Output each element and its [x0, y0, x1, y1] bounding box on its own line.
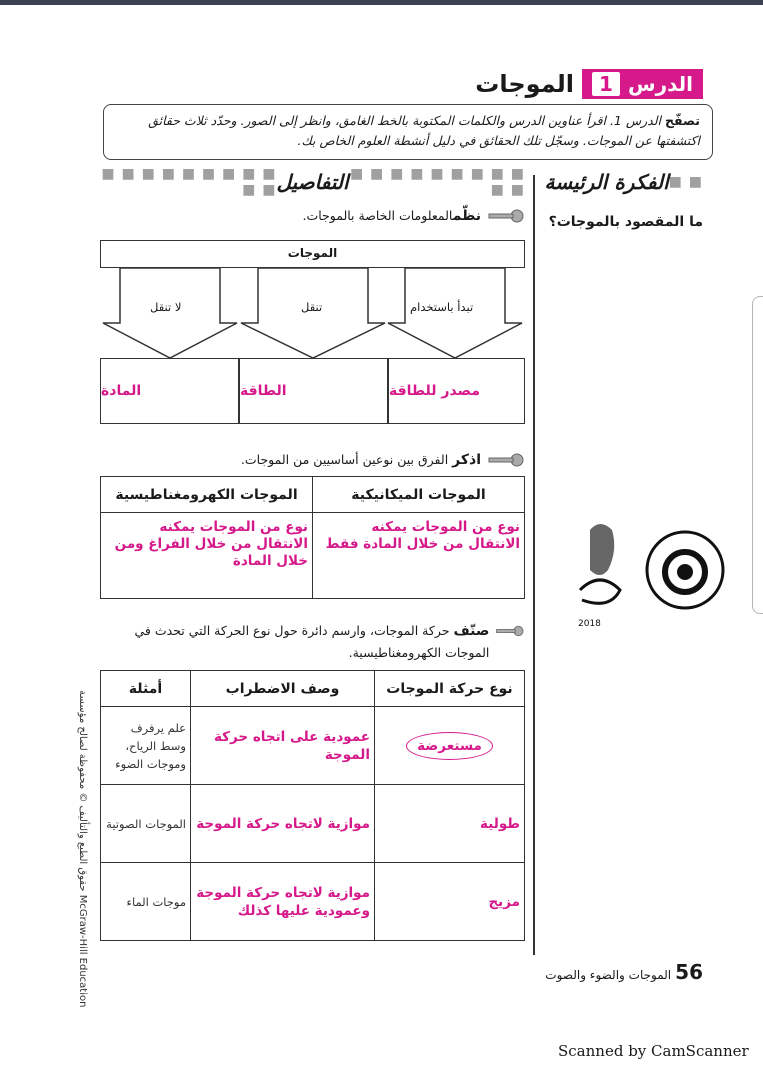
- top-rule: [0, 0, 763, 5]
- motion-type-cell: مزيج: [375, 863, 525, 941]
- heading-dashes: ■ ■ ■ ■ ■ ■ ■ ■ ■ ■ ■: [101, 166, 277, 198]
- margin-bracket: [752, 296, 763, 614]
- heading-dashes: ■ ■: [668, 174, 703, 190]
- disturbance-cell: عمودية على اتجاه حركة الموجة: [191, 707, 375, 785]
- instructions-text: الدرس 1. اقرأ عناوين الدرس والكلمات المكتوبة بالخط الغامق، وانظر إلى الصور. وحدّد ثلاث حقائق اكتشفتها عن الموجات. وسجّل تلك الحقائق في دليل أنشطة العلوم الخاص بك.: [148, 113, 700, 148]
- answer-box: [239, 358, 388, 424]
- example-cell: علم يرفرف وسط الرياح، وموجات الضوء: [101, 707, 191, 785]
- compare-prompt: [241, 452, 525, 468]
- circled-answer: مستعرضة: [406, 732, 493, 760]
- lesson-title: [475, 64, 703, 104]
- table-row: [101, 785, 525, 863]
- key-icon: [495, 623, 525, 639]
- compare-text: الفرق بين نوعين أساسيين من الموجات.: [240, 452, 449, 467]
- page-number: 56: [675, 960, 703, 984]
- lesson-name: الموجات: [475, 70, 575, 98]
- details-heading: [100, 168, 525, 196]
- header-electromagnetic: الموجات الكهرومغناطيسية: [101, 477, 313, 513]
- table-row: [101, 707, 525, 785]
- side-copyright: [74, 690, 94, 1008]
- answer-energy-source: مصدر للطاقة: [389, 383, 481, 399]
- footer-text: الموجات والضوء والصوت: [545, 968, 672, 982]
- organize-prompt: [302, 208, 525, 224]
- table-row: [101, 513, 525, 599]
- details-heading-text: التفاصيل: [276, 170, 349, 194]
- stamp-year: 2018: [578, 619, 601, 629]
- answer-box: [388, 358, 525, 424]
- header-mechanical: الموجات الميكانيكية: [313, 477, 525, 513]
- main-idea-question: ما المقصود بالموجات؟: [548, 214, 703, 230]
- instructions-box: [103, 104, 713, 160]
- disturbance-cell: موازية لاتجاه حركة الموجة وعمودية عليها كذلك: [191, 863, 375, 941]
- classify-prompt: [100, 620, 525, 664]
- disturbance-cell: موازية لاتجاه حركة الموجة: [191, 785, 375, 863]
- arrow-label-starts: تبدأ باستخدام: [410, 300, 474, 314]
- example-cell: الموجات الصوتية: [101, 785, 191, 863]
- compare-verb: اذكر: [452, 452, 481, 468]
- heading-dashes: ■ ■ ■ ■ ■ ■ ■ ■ ■ ■ ■: [349, 166, 525, 198]
- column-divider: [533, 175, 535, 955]
- lesson-badge-word: الدرس: [627, 72, 693, 96]
- organize-verb: نظّم: [452, 208, 481, 224]
- header-motion-type: نوع حركة الموجات: [375, 671, 525, 707]
- portrait-sketch: [590, 524, 614, 575]
- stamp-logo: [570, 510, 740, 630]
- table-header-row: [101, 671, 525, 707]
- instructions-lead: تصفّح: [664, 113, 700, 128]
- key-icon: [487, 208, 525, 224]
- header-disturbance: وصف الاضطراب: [191, 671, 375, 707]
- lesson-badge: [582, 69, 703, 99]
- table-row: [101, 863, 525, 941]
- answer-energy: الطاقة: [240, 383, 287, 399]
- organize-text: المعلومات الخاصة بالموجات.: [302, 208, 453, 223]
- wave-motion-table: [100, 670, 525, 941]
- scanner-watermark: Scanned by CamScanner: [558, 1042, 749, 1060]
- wave-types-table: [100, 476, 525, 599]
- answer-matter: المادة: [101, 383, 142, 399]
- waves-box-title: الموجات: [100, 240, 525, 268]
- arrow-label-not-carry: لا تنقل: [150, 300, 182, 314]
- answer-electromagnetic: نوع من الموجات يمكنه الانتقال من خلال الفراغ ومن خلال المادة: [101, 513, 313, 599]
- stamp-center: [677, 564, 693, 580]
- key-icon: [487, 452, 525, 468]
- motion-type-cell: [375, 707, 525, 785]
- page-footer: [545, 960, 703, 984]
- arrow-label-carries: تنقل: [301, 300, 323, 314]
- answer-box: [100, 358, 239, 424]
- answer-mechanical: نوع من الموجات يمكنه الانتقال من خلال المادة فقط: [313, 513, 525, 599]
- lesson-badge-number: 1: [592, 72, 620, 96]
- header-examples: أمثلة: [101, 671, 191, 707]
- example-cell: موجات الماء: [101, 863, 191, 941]
- motion-type-cell: طولية: [375, 785, 525, 863]
- main-idea-heading-text: الفكرة الرئيسة: [544, 170, 669, 194]
- classify-verb: صنّف: [453, 623, 490, 639]
- main-idea-heading: [533, 168, 703, 196]
- signature-stroke: [580, 580, 620, 603]
- classify-text: حركة الموجات، وارسم دائرة حول نوع الحركة التي تحدث في الموجات الكهرومغناطيسية.: [134, 623, 490, 660]
- organize-arrows: [100, 268, 525, 360]
- table-header-row: [101, 477, 525, 513]
- side-copyright-text: حقوق الطبع والتأليف © محفوظة لصالح مؤسسة McGraw-Hill Education: [77, 690, 88, 1008]
